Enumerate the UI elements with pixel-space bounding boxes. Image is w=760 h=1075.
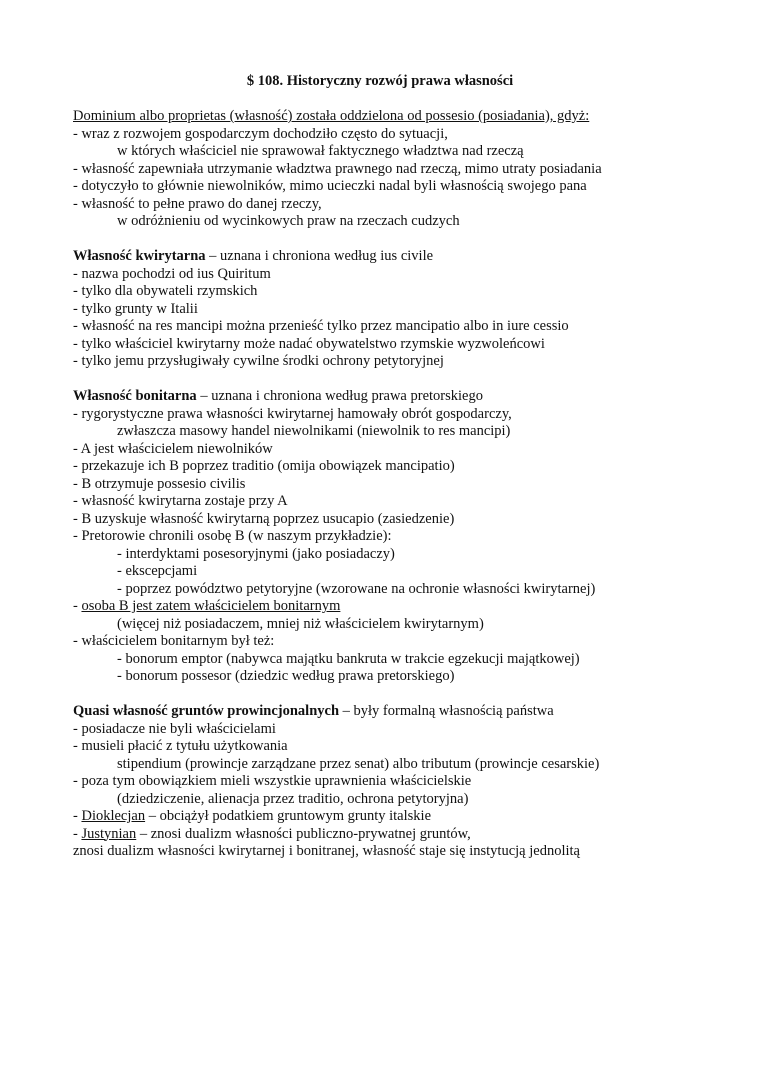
bonitarna-line: - B uzyskuje własność kwirytarną poprzez usucapio (zasiedzenie) — [73, 510, 455, 527]
intro-heading — [73, 108, 713, 126]
section-gap — [73, 686, 713, 704]
quasi-line: (dziedziczenie, alienacja przez traditio, ochrona petytoryjna) — [117, 790, 469, 807]
section-gap — [73, 231, 713, 249]
intro-line: - własność to pełne prawo do danej rzeczy, — [73, 195, 322, 212]
intro-line: w których właściciel nie sprawował faktycznego władztwa nad rzeczą — [117, 143, 524, 159]
bonitarna-line: - A jest właścicielem niewolników — [73, 440, 273, 457]
intro-line: - wraz z rozwojem gospodarczym dochodziło często do sytuacji, — [73, 125, 448, 142]
quasi-line: stipendium (prowincje zarządzane przez senat) albo tributum (prowincje cesarskie) — [117, 755, 600, 772]
quasi-line: - musieli płacić z tytułu użytkowania — [73, 738, 288, 754]
bonitarna-line: (więcej niż posiadaczem, mniej niż właścicielem kwirytarnym) — [117, 615, 484, 632]
intro-heading-text: Dominium albo proprietas (własność) została oddzielona od possesio (posiadania), gdyż: — [73, 108, 590, 124]
quasi-term: Quasi własność gruntów prowincjonalnych — [73, 703, 340, 719]
quasi-heading — [73, 703, 713, 721]
bonitarna-sub-line: - ekscepcjami — [117, 563, 198, 579]
bonitarna-conclusion: osoba B jest zatem właścicielem bonitarnym — [81, 598, 341, 614]
quasi-heading-rest: – były formalną własnością państwa — [339, 703, 554, 719]
bonitarna-term: Własność bonitarna — [73, 388, 197, 404]
kwirytarna-line: - tylko właściciel kwirytarny może nadać obywatelstwo rzymskie wyzwoleńcowi — [73, 335, 545, 352]
bonitarna-line — [73, 598, 713, 616]
bonitarna-line: - przekazuje ich B poprzez traditio (omija obowiązek mancipatio) — [73, 458, 455, 474]
kwirytarna-line: - tylko dla obywateli rzymskich — [73, 283, 258, 299]
bullet-dash: - — [73, 825, 82, 842]
bonitarna-line: - Pretorowie chronili osobę B (w naszym przykładzie): — [73, 528, 392, 544]
bonitarna-sub-line: - poprzez powództwo petytoryjne (wzorowane na ochronie własności kwirytarnej) — [117, 580, 596, 597]
emperor-name: Justynian — [81, 825, 137, 842]
bonitarna-line: - rygorystyczne prawa własności kwirytarnej hamowały obrót gospodarczy, — [73, 405, 512, 422]
quasi-line-rest: – znosi dualizm własności publiczno-prywatnej gruntów, — [136, 825, 471, 842]
kwirytarna-heading-rest: – uznana i chroniona według ius civile — [205, 248, 434, 264]
bullet-dash: - — [73, 808, 82, 824]
bonitarna-line: zwłaszcza masowy handel niewolnikami (niewolnik to res mancipi) — [117, 423, 511, 439]
kwirytarna-line: - tylko jemu przysługiwały cywilne środki ochrony petytoryjnej — [73, 353, 444, 369]
kwirytarna-term: Własność kwirytarna — [73, 248, 206, 264]
bonitarna-sub-line: - bonorum emptor (nabywca majątku bankruta w trakcie egzekucji majątkowej) — [117, 650, 580, 667]
emperor-name: Dioklecjan — [81, 808, 146, 824]
bonitarna-sub-line: - interdyktami posesoryjnymi (jako posiadaczy) — [117, 545, 395, 562]
bullet-dash: - — [73, 598, 82, 614]
section-gap — [73, 371, 713, 389]
bonitarna-line: - właścicielem bonitarnym był też: — [73, 633, 275, 649]
quasi-line — [73, 826, 713, 844]
bonitarna-heading-rest: – uznana i chroniona według prawa pretorskiego — [196, 388, 483, 404]
quasi-line: - poza tym obowiązkiem mieli wszystkie uprawnienia właścicielskie — [73, 773, 472, 789]
quasi-line: znosi dualizm własności kwirytarnej i bonitranej, własność staje się instytucją jednolitą — [73, 843, 580, 859]
kwirytarna-line: - tylko grunty w Italii — [73, 300, 198, 317]
intro-line: - własność zapewniała utrzymanie władztwa prawnego nad rzeczą, mimo utraty posiadania — [73, 160, 602, 177]
bonitarna-line: - własność kwirytarna zostaje przy A — [73, 493, 288, 509]
kwirytarna-line: - własność na res mancipi można przenieść tylko przez mancipatio albo in iure cessio — [73, 318, 569, 334]
intro-line: w odróżnieniu od wycinkowych praw na rzeczach cudzych — [117, 213, 460, 229]
intro-line: - dotyczyło to głównie niewolników, mimo ucieczki nadal byli własnością swojego pana — [73, 178, 587, 194]
quasi-line-rest: – obciążył podatkiem gruntowym grunty italskie — [145, 808, 432, 824]
bonitarna-sub-line: - bonorum possesor (dziedzic według prawa pretorskiego) — [117, 668, 455, 684]
bonitarna-line: - B otrzymuje possesio civilis — [73, 475, 246, 492]
kwirytarna-heading — [73, 248, 713, 266]
kwirytarna-line: - nazwa pochodzi od ius Quiritum — [73, 265, 271, 282]
document-body — [73, 108, 713, 861]
quasi-line — [73, 808, 713, 826]
page-title: $ 108. Historyczny rozwój prawa własności — [246, 73, 514, 89]
bonitarna-heading — [73, 388, 713, 406]
quasi-line: - posiadacze nie byli właścicielami — [73, 720, 276, 737]
